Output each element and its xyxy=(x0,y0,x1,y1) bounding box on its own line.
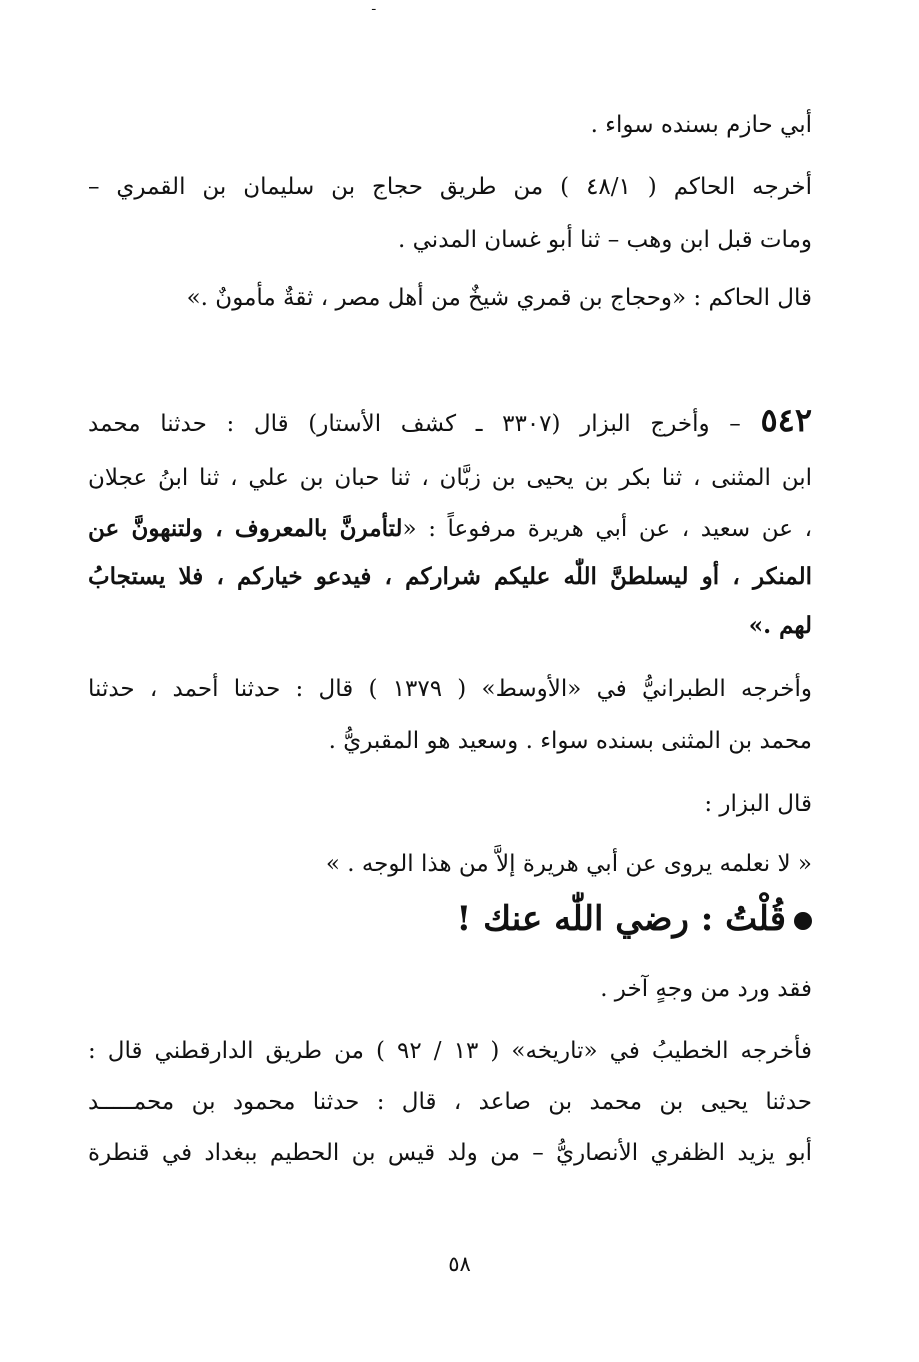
text-segment: – وأخرج البزار (٣٣٠٧ ـ كشف الأستار) قال : حدثنا محمد xyxy=(88,411,741,437)
text-line: ابن المثنى ، ثنا بكر بن يحيى بن زبَّان ، ثنا حبان بن علي ، ثنا ابنُ عجلان xyxy=(88,465,812,491)
text-line: ومات قبل ابن وهب – ثنا أبو غسان المدني . xyxy=(398,227,812,253)
text-line: أبو يزيد الظفري الأنصاريُّ – من ولد قيس بن الحطيم ببغداد في قنطرة xyxy=(88,1140,812,1166)
text-segment: ، عن سعيد ، عن أبي هريرة مرفوعاً : « xyxy=(402,516,812,542)
bullet-icon xyxy=(794,912,812,930)
text-line: أخرجه الحاكم ( ٤٨/١ ) من طريق حجاج بن سليمان بن القمري – xyxy=(88,174,813,200)
hadith-text: لهم .» xyxy=(748,612,812,639)
hadith-header-line xyxy=(88,403,812,441)
text-line: فأخرجه الخطيبُ في «تاريخه» ( ١٣ / ٩٢ ) من طريق الدارقطني قال : xyxy=(88,1038,813,1064)
bazzar-quote: « لا نعلمه يروى عن أبي هريرة إلاَّ من هذا الوجه . » xyxy=(325,851,812,877)
hakim-quote: قال الحاكم : «وحجاج بن قمري شيخٌ من أهل مصر ، ثقةٌ مأمونٌ .» xyxy=(186,285,812,311)
hadith-number: ٥٤٢ xyxy=(760,401,813,439)
hadith-text: لتأمرنَّ بالمعروف ، ولتنهونَّ عن xyxy=(88,515,403,542)
text-line: قال البزار : xyxy=(704,791,812,817)
hadith-line xyxy=(88,512,812,546)
section-heading xyxy=(456,895,812,943)
text-line: وأخرجه الطبرانيُّ في «الأوسط» ( ١٣٧٩ ) قال : حدثنا أحمد ، حدثنا xyxy=(88,676,812,702)
text-line: أبي حازم بسنده سواء . xyxy=(590,112,812,138)
text-line: فقد ورد من وجهٍ آخر . xyxy=(600,976,812,1002)
text-line: حدثنا يحيى بن محمد بن صاعد ، قال : حدثنا محمود بن محمـــــد xyxy=(88,1089,812,1115)
top-mark: ـ xyxy=(372,0,376,13)
page-number: ٥٨ xyxy=(448,1252,471,1276)
text-line: محمد بن المثنى بسنده سواء . وسعيد هو المقبريُّ . xyxy=(328,728,812,754)
heading-text: قُلْتُ : رضي اللّٰه عنك ! xyxy=(456,899,786,939)
hadith-text: المنكر ، أو ليسلطنَّ اللّٰه عليكم شراركم ، فيدعو خياركم ، فلا يستجابُ xyxy=(88,563,812,590)
